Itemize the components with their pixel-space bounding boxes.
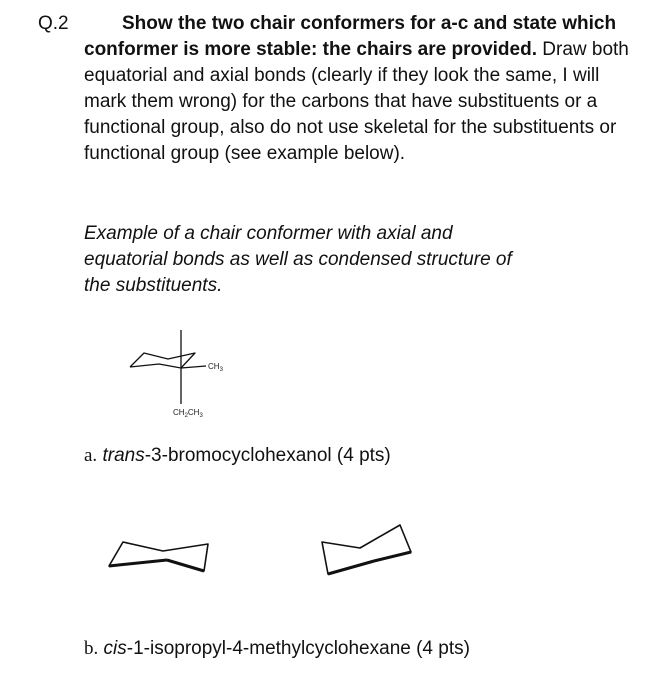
part-b-prefix: cis (103, 638, 127, 659)
example-caption (84, 221, 624, 299)
example-chair-ring (130, 353, 195, 368)
question-lead-bold: Show the two chair conformers for a-c and state which conformer is more stable: the chairs are provided. (84, 13, 617, 60)
example-ch3-label: $CH_3$ (208, 362, 223, 373)
example-caption-line-3: the substituents. (84, 275, 223, 296)
example-caption-line-1: Example of a chair conformer with axial and (84, 223, 453, 244)
part-a-name: -3-bromocyclohexanol (4 pts) (144, 445, 391, 466)
part-b-letter: b. (84, 638, 99, 659)
part-a-heading (84, 443, 391, 469)
question-body: Draw both equatorial and axial bonds (clearly if they look the same, I will mark them wrong) for the carbons that have substituents or a functional group, also do not use skeletal for the substituents or functional group (see example below). (84, 39, 629, 164)
part-a-chair-right (316, 518, 420, 578)
example-ethyl-label: $CH_2CH_3$ (173, 408, 203, 419)
part-a-letter: a. (84, 445, 98, 466)
part-a-prefix: trans (102, 445, 145, 466)
example-chair-figure (120, 320, 240, 420)
part-b-name: -1-isopropyl-4-methylcyclohexane (4 pts) (126, 638, 470, 659)
example-equatorial-bond (181, 366, 206, 368)
part-a-chair-left (106, 522, 218, 578)
part-b-heading (84, 636, 470, 662)
example-caption-line-2: equatorial bonds as well as condensed structure of (84, 249, 512, 270)
question-text (84, 11, 629, 167)
question-number: Q.2 (38, 13, 69, 34)
